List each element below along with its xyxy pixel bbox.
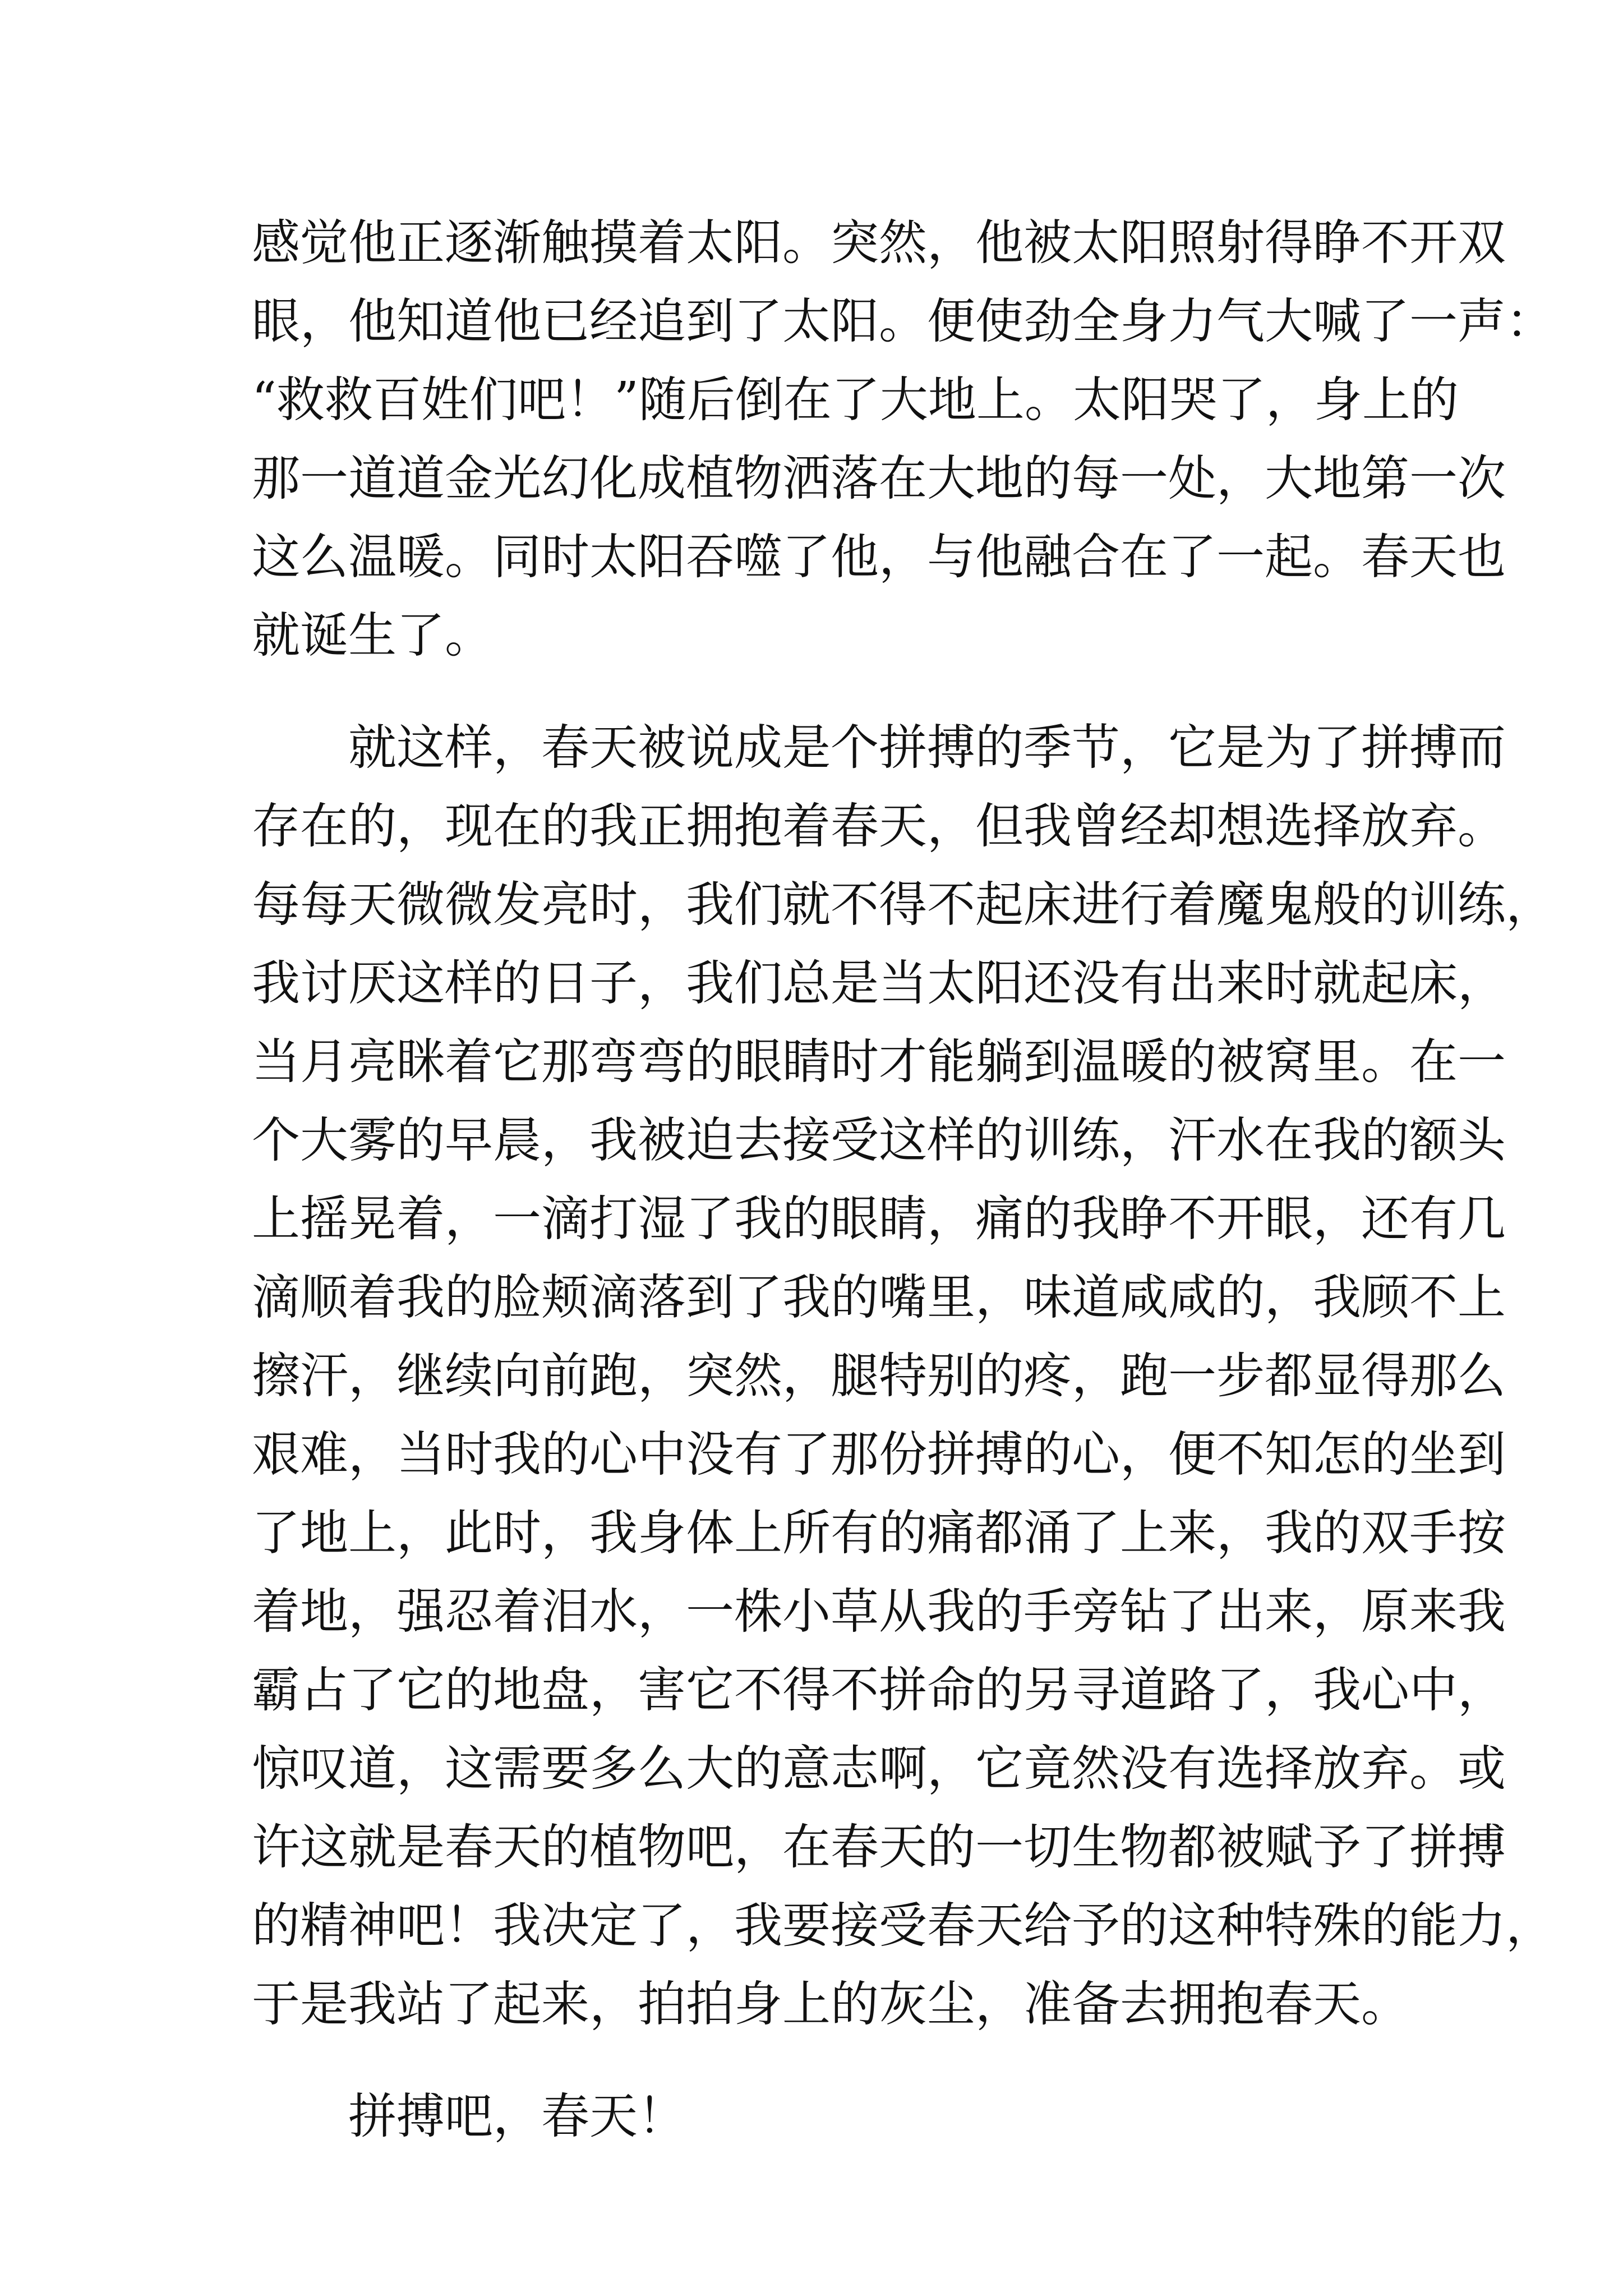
text-line: 当月亮眯着它那弯弯的眼睛时才能躺到温暖的被窝里。在一 [252,1034,1506,1090]
text-line: 了地上，此时，我身体上所有的痛都涌了上来，我的双手按 [252,1505,1506,1561]
text-line: 每每天微微发亮时，我们就不得不起床进行着魔鬼般的训练， [252,877,1554,933]
text-line: 艰难，当时我的心中没有了那份拼搏的心，便不知怎的坐到 [252,1427,1506,1483]
text-line: 就诞生了。 [252,608,493,664]
text-line: 的精神吧！我决定了，我要接受春天给予的这种特殊的能力， [252,1898,1554,1954]
text-line: 许这就是春天的植物吧，在春天的一切生物都被赋予了拼搏 [252,1819,1506,1875]
text-line: 滴顺着我的脸颊滴落到了我的嘴里，味道咸咸的，我顾不上 [252,1269,1506,1326]
text-line: 着地，强忍着泪水，一株小草从我的手旁钻了出来，原来我 [252,1584,1506,1640]
text-line: 我讨厌这样的日子，我们总是当太阳还没有出来时就起床， [252,955,1506,1011]
document-page [252,204,1554,2156]
text-line: 拼搏吧，春天！ [252,2088,686,2145]
text-line: 上摇晃着，一滴打湿了我的眼睛，痛的我睁不开眼，还有几 [252,1191,1506,1247]
text-line: 这么温暖。同时太阳吞噬了他，与他融合在了一起。春天也 [252,529,1506,585]
text-line: 擦汗，继续向前跑，突然，腿特别的疼，跑一步都显得那么 [252,1348,1506,1404]
text-line: 就这样，春天被说成是个拼搏的季节，它是为了拼搏而 [252,720,1506,776]
text-line: “救救百姓们吧！”随后倒在了大地上。太阳哭了，身上的 [252,372,1459,428]
text-line: 个大雾的早晨，我被迫去接受这样的训练，汗水在我的额头 [252,1112,1506,1168]
text-line: 于是我站了起来，拍拍身上的灰尘，准备去拥抱春天。 [252,1976,1409,2032]
text-line: 感觉他正逐渐触摸着太阳。突然，他被太阳照射得睁不开双 [252,215,1506,271]
text-line: 霸占了它的地盘，害它不得不拼命的另寻道路了，我心中， [252,1662,1506,1718]
text-line: 眼，他知道他已经追到了太阳。便使劲全身力气大喊了一声： [252,293,1554,349]
text-line: 存在的，现在的我正拥抱着春天，但我曾经却想选择放弃。 [252,798,1506,854]
text-line: 惊叹道，这需要多么大的意志啊，它竟然没有选择放弃。或 [252,1741,1506,1797]
text-line: 那一道道金光幻化成植物洒落在大地的每一处，大地第一次 [252,450,1506,507]
